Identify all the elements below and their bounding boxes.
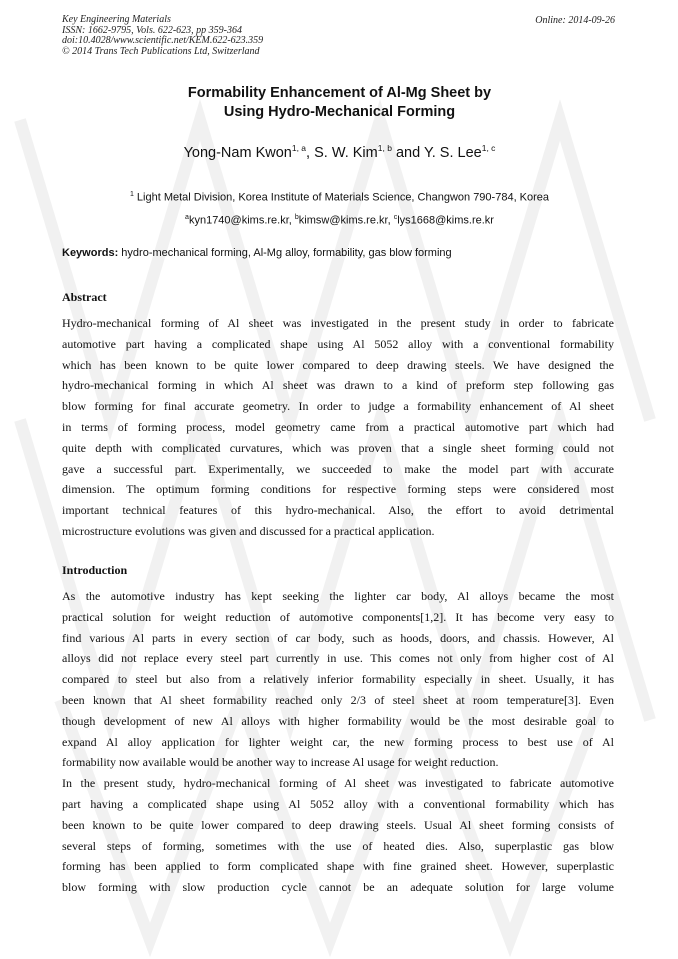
abstract-line: dimension. The optimum forming conditions for respective forming steps were considered most	[62, 482, 614, 497]
email-separator: ,	[387, 214, 394, 227]
intro-line: blow forming with slow production cycle cannot be an adequate solution for large volume	[62, 880, 614, 895]
author-separator: and	[391, 144, 424, 161]
intro-line: practical solution for weight reduction of automotive components[1,2]. It has become very easy to	[62, 609, 614, 624]
intro-line: compared to steel but also from a relatively inferior formability especially in sheet. Usually, it has	[62, 672, 614, 687]
intro-line: though development of new Al alloys with higher formability would be the most desirable goal to	[62, 713, 614, 728]
abstract-line: microstructure evolutions was given and discussed for a practical application.	[62, 523, 435, 538]
email-a[interactable]: kyn1740@kims.re.kr	[188, 214, 289, 227]
journal-issn: ISSN: 1662-9795, Vols. 622-623, pp 359-364	[62, 24, 242, 36]
abstract-line: automotive part having a complicated shape using Al 5052 alloy with a conventional formability	[62, 336, 614, 351]
abstract-line: important technical features of this hydro-mechanical. Also, the effort to avoid detrimental	[62, 503, 614, 518]
abstract-line: in terms of forming process, model geometry came from a practical automotive part which had	[62, 419, 614, 434]
intro-line: find various Al parts in every section of car body, such as hoods, doors, and chassis. However, Al	[62, 630, 614, 645]
keywords-line	[62, 247, 617, 259]
title-line-1: Formability Enhancement of Al-Mg Sheet by	[187, 85, 492, 101]
author-3: Y. S. Lee	[423, 144, 482, 161]
abstract-body	[62, 313, 614, 542]
title-line-2: Using Hydro-Mechanical Forming	[223, 104, 456, 120]
intro-line: been known that Al sheet formability reached only 2/3 of steel sheet at room temperature[3]. Even	[62, 692, 614, 707]
intro-line: forming has been applied to form complicated shape with fine grained sheet. However, superplastic	[62, 859, 614, 874]
author-list	[62, 143, 617, 161]
author-1-affil: 1, a	[291, 143, 307, 153]
author-3-affil: 1, c	[481, 143, 496, 153]
paper-title	[62, 84, 617, 122]
intro-line: alloys did not replace every steel part currently in use. This comes not only from higher cost of Al	[62, 651, 614, 666]
abstract-line: quite depth with complicated curvatures, which was proven that a single sheet forming could not	[62, 440, 614, 455]
abstract-line: hydro-mechanical forming in which Al sheet was drawn to a kind of preform step following gas	[62, 378, 614, 393]
intro-line: formability now available would be another way to increase Al usage for weight reduction.	[62, 755, 499, 770]
introduction-body	[62, 586, 614, 898]
email-separator: ,	[288, 214, 295, 227]
abstract-line: which has been known to be quite lower compared to deep drawing steels. We have designed the	[62, 357, 614, 372]
keywords-label: Keywords:	[62, 247, 119, 259]
email-b-marker: b	[294, 213, 299, 221]
intro-line: several steps of forming, sometimes with the use of heated dies. Also, superplastic gas blow	[62, 838, 614, 853]
email-line	[62, 208, 617, 231]
intro-line: As the automotive industry has kept seeking the lighter car body, Al alloys became the most	[62, 589, 614, 603]
intro-line: In the present study, hydro-mechanical forming of Al sheet was investigated to fabricate automotive	[62, 776, 614, 791]
intro-line: expand Al alloy application for lighter weight car, the new forming process to best use of Al	[62, 734, 614, 749]
abstract-heading: Abstract	[62, 290, 107, 304]
abstract-line: Hydro-mechanical forming of Al sheet was investigated in the present study in order to fabricate	[62, 316, 614, 330]
affiliation-line	[62, 185, 617, 208]
email-a-marker: a	[185, 213, 189, 221]
author-2: S. W. Kim	[314, 144, 378, 161]
abstract-line: gave a successful part. Experimentally, we succeeded to make the model part with accurate	[62, 461, 614, 476]
journal-doi: doi:10.4028/www.scientific.net/KEM.622-623.359	[62, 35, 264, 46]
affiliation-block	[62, 185, 617, 230]
intro-line: been known to be quite lower compared to deep drawing steels. Usual Al sheet forming consists of	[62, 817, 614, 832]
journal-meta	[62, 15, 263, 57]
affiliation-number: 1	[129, 191, 134, 198]
keywords-text: hydro-mechanical forming, Al-Mg alloy, formability, gas blow forming	[118, 247, 452, 259]
email-b[interactable]: kimsw@kims.re.kr	[298, 214, 388, 227]
journal-name: Key Engineering Materials	[62, 14, 171, 25]
email-c-marker: c	[393, 213, 398, 221]
author-2-affil: 1, b	[377, 143, 392, 153]
author-1: Yong-Nam Kwon	[183, 144, 292, 161]
introduction-heading: Introduction	[62, 563, 128, 577]
email-c[interactable]: lys1668@kims.re.kr	[397, 214, 494, 227]
affiliation-text: Light Metal Division, Korea Institute of Materials Science, Changwon 790-784, Korea	[133, 191, 550, 204]
online-date: Online: 2014-09-26	[535, 15, 615, 26]
abstract-line: blow forming for final accurate geometry. In order to judge a formability enhancement of Al sheet	[62, 399, 614, 414]
author-separator: ,	[306, 144, 315, 161]
journal-copyright: © 2014 Trans Tech Publications Ltd, Switzerland	[62, 45, 260, 57]
intro-line: part having a complicated shape using Al 5052 alloy with a conventional formability which has	[62, 796, 614, 811]
